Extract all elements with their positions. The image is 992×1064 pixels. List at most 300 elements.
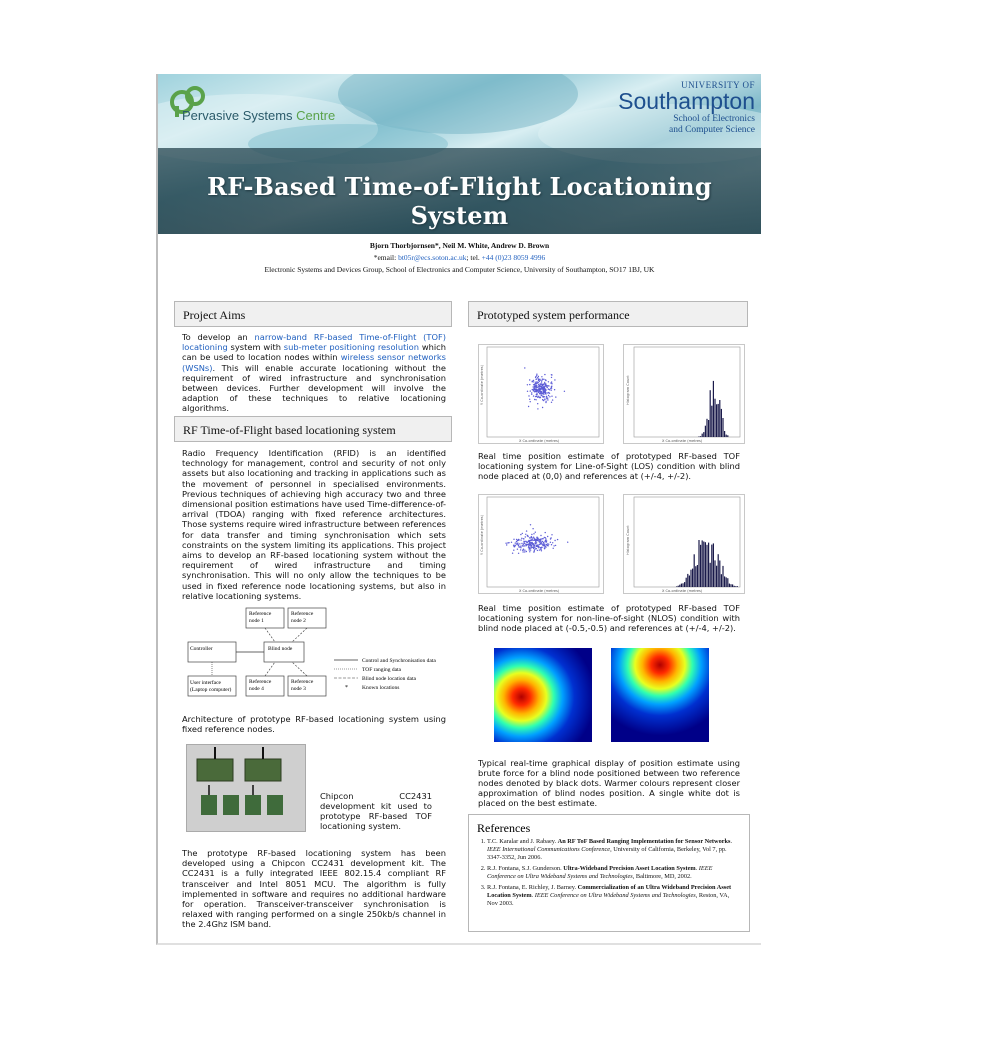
scatter-point — [524, 550, 525, 551]
scatter-point — [537, 408, 538, 409]
histogram-bar — [679, 585, 680, 587]
scatter-point — [534, 386, 535, 387]
scatter-point — [545, 541, 546, 542]
psc-name — [182, 108, 335, 123]
scatter-point — [539, 539, 540, 540]
scatter-point — [515, 542, 516, 543]
scatter-point — [522, 533, 523, 534]
scatter-point — [541, 547, 542, 548]
scatter-point — [532, 381, 533, 382]
histogram-bar — [737, 586, 738, 587]
scatter-point — [548, 392, 549, 393]
ref-node-1-sub: node 1 — [249, 618, 264, 624]
ui-label-2: (Laptop computer) — [190, 687, 232, 693]
scatter-point — [544, 386, 545, 387]
scatter-point — [538, 390, 539, 391]
scatter-point — [529, 384, 530, 385]
scatter-point — [524, 541, 525, 542]
scatter-point — [555, 545, 556, 546]
hist2-ylabel: Histogram Count — [626, 525, 630, 555]
histogram-bar — [700, 545, 701, 587]
scatter-point — [534, 549, 535, 550]
scatter-point — [536, 393, 537, 394]
scatter2-ylabel: Y Co-ordinate (metres) — [480, 515, 484, 555]
southampton-wordmark: Southampton — [618, 88, 755, 114]
scatter-point — [548, 389, 549, 390]
histogram-bar — [714, 560, 715, 587]
histogram-bar — [698, 436, 699, 437]
email-label: *email: — [373, 253, 397, 262]
scatter-point — [548, 381, 549, 382]
scatter-point — [529, 542, 530, 543]
histogram-bar — [702, 540, 703, 587]
scatter-point — [543, 392, 544, 393]
scatter-point — [531, 534, 532, 535]
scatter-point — [537, 538, 538, 539]
dev-kit-photo — [186, 744, 306, 832]
scatter-point — [541, 543, 542, 544]
scatter-point — [536, 375, 537, 376]
scatter-point — [522, 545, 523, 546]
scatter-point — [543, 384, 544, 385]
scatter-point — [534, 387, 535, 388]
scatter-point — [553, 548, 554, 549]
ref-node-3-label: Reference — [291, 679, 314, 685]
histogram-bar — [722, 418, 723, 437]
histogram-bar — [730, 584, 731, 587]
scatter-point — [551, 534, 552, 535]
scatter1-xlabel: X Co-ordinate (metres) — [519, 439, 560, 443]
scatter-point — [542, 545, 543, 546]
references-box — [468, 814, 750, 932]
aims-text-1: To develop an — [182, 332, 255, 342]
scatter-point — [543, 388, 544, 389]
histogram-bar — [703, 542, 704, 588]
histogram-bar — [697, 565, 698, 587]
architecture-diagram — [180, 606, 470, 706]
los-caption: Real time position estimate of prototyped RF-based TOF locationing system for Line-of-Sight (LOS) condition with blind node placed at (0,0) and references at (+/-4, +/-2). — [478, 451, 740, 481]
scatter-point — [530, 544, 531, 545]
scatter-point — [520, 534, 521, 535]
scatter1-ylabel: Y Co-ordinate (metres) — [480, 365, 484, 405]
scatter-point — [564, 391, 565, 392]
histogram-bar — [690, 570, 691, 587]
scatter-point — [535, 548, 536, 549]
scatter-point — [524, 543, 525, 544]
legend-known: Known locations — [362, 685, 400, 691]
dept-line-1: School of Electronics — [673, 114, 755, 124]
scatter-point — [551, 396, 552, 397]
aims-link-tof: narrow-band RF-based Time-of-Flight (TOF) locationing — [182, 332, 446, 353]
legend-blind: Blind node location data — [362, 676, 416, 682]
scatter-point — [543, 379, 544, 380]
reference-3: 3. R.J. Fontana, E. Richley, J. Barney. Commercialization of an Ultra Wideband Precision Asset Location System. IEEE Conference on Ultra Wideband Systems and Technologies, Reston, VA, Nov 2003. — [487, 884, 741, 908]
scatter-point — [530, 549, 531, 550]
scatter-point — [533, 389, 534, 390]
scatter-point — [518, 546, 519, 547]
scatter-point — [521, 538, 522, 539]
scatter-point — [533, 544, 534, 545]
scatter-point — [514, 546, 515, 547]
scatter-point — [532, 547, 533, 548]
architecture-caption: Architecture of prototype RF-based locationing system using fixed reference nodes. — [182, 714, 446, 734]
scatter-point — [542, 379, 543, 380]
contact-line — [158, 252, 761, 264]
scatter-point — [542, 399, 543, 400]
scatter-point — [530, 537, 531, 538]
scatter-point — [536, 544, 537, 545]
scatter-point — [551, 402, 552, 403]
scatter-point — [539, 549, 540, 550]
scatter-point — [554, 389, 555, 390]
scatter-point — [524, 551, 525, 552]
dev-kit-caption: Chipcon CC2431 development kit used to prototype RF-based TOF locationing system. — [320, 791, 432, 831]
histogram-bar — [705, 426, 706, 437]
heatmap-right — [611, 648, 709, 742]
scatter-point — [541, 538, 542, 539]
scatter-point — [535, 532, 536, 533]
scatter-point — [546, 396, 547, 397]
scatter-point — [541, 380, 542, 381]
scatter-point — [529, 540, 530, 541]
scatter-point — [507, 542, 508, 543]
scatter-point — [543, 542, 544, 543]
scatter-point — [520, 539, 521, 540]
scatter-point — [529, 549, 530, 550]
ui-label-1: User interface — [190, 680, 221, 686]
histogram-bar — [708, 543, 709, 587]
dept-line-2: and Computer Science — [668, 125, 755, 135]
scatter-point — [532, 389, 533, 390]
aims-text-3: which can be used to location nodes within — [182, 342, 446, 363]
scatter-point — [536, 374, 537, 375]
references-heading: References — [477, 821, 531, 835]
scatter-point — [536, 387, 537, 388]
scatter-point — [520, 545, 521, 546]
scatter-point — [534, 540, 535, 541]
histogram-bar — [729, 584, 730, 587]
reference-2: 2. R.J. Fontana, S.J. Gunderson. Ultra-Wideband Precision Asset Location System. IEEE Conference on Ultra Wideband Systems and Technologies, Baltimore, MD, 2002. — [487, 865, 741, 881]
scatter-point — [542, 541, 543, 542]
ref-node-2-label: Reference — [291, 611, 314, 617]
histogram-bar — [724, 576, 725, 587]
scatter-point — [538, 384, 539, 385]
legend-known-marker: * — [345, 685, 348, 691]
histogram-bar — [726, 435, 727, 437]
scatter-point — [518, 539, 519, 540]
tel-label: ; tel. — [466, 253, 480, 262]
histogram-bar — [678, 586, 679, 587]
scatter-point — [547, 536, 548, 537]
histogram-bar — [711, 406, 712, 437]
scatter-point — [541, 550, 542, 551]
histogram-bar — [716, 566, 717, 587]
scatter-point — [535, 383, 536, 384]
histogram-bar — [702, 434, 703, 437]
scatter-point — [539, 392, 540, 393]
scatter-point — [534, 399, 535, 400]
psc-name-main: Pervasive Systems — [182, 108, 293, 123]
scatter-point — [552, 542, 553, 543]
scatter-point — [548, 395, 549, 396]
university-of-label: UNIVERSITY OF — [681, 80, 755, 90]
histogram-bar — [684, 582, 685, 587]
scatter-point — [553, 545, 554, 546]
legend-tof: TOF ranging data — [362, 667, 402, 673]
histogram-bar — [706, 545, 707, 587]
scatter-point — [551, 374, 552, 375]
scatter-point — [555, 396, 556, 397]
histogram-bar — [719, 561, 720, 588]
scatter-point — [534, 550, 535, 551]
scatter-point — [531, 543, 532, 544]
scatter-point — [513, 545, 514, 546]
histogram-bar — [711, 545, 712, 587]
controller-box — [188, 642, 236, 662]
histogram-bar — [718, 404, 719, 437]
references-list — [469, 838, 749, 908]
scatter-point — [527, 391, 528, 392]
histogram-bar — [727, 578, 728, 587]
scatter-point — [528, 406, 529, 407]
scatter-point — [550, 538, 551, 539]
scatter-point — [549, 396, 550, 397]
scatter-point — [531, 392, 532, 393]
scatter-point — [551, 544, 552, 545]
scatter-point — [538, 378, 539, 379]
scatter-point — [529, 379, 530, 380]
scatter-point — [525, 536, 526, 537]
ref-node-1-label: Reference — [249, 611, 272, 617]
scatter-point — [528, 541, 529, 542]
scatter-point — [545, 402, 546, 403]
scatter-point — [543, 396, 544, 397]
scatter-point — [516, 544, 517, 545]
scatter-point — [537, 397, 538, 398]
histogram-bar — [719, 400, 720, 437]
scatter-point — [528, 395, 529, 396]
poster-title: RF-Based Time-of-Flight Locationing System — [207, 172, 712, 230]
scatter-point — [534, 547, 535, 548]
scatter-point — [506, 544, 507, 545]
scatter-point — [505, 543, 506, 544]
histogram-bar — [734, 586, 735, 587]
dev-kit-text: The prototype RF-based locationing system has been developed using a Chipcon CC2431 development kit. The CC2431 is a fully integrated IEEE 802.15.4 compliant RF transceiver and Intel 8051 MCU. The algorithm is fully implemented in software and requires no additional hardware for operation. Transceiver-transceiver synchronisation is relaxed with ranging performed on a single 250kb/s channel in the 2.4Ghz ISM band. — [182, 848, 446, 930]
author-names: Bjorn Thorbjornsen*, Neil M. White, Andrew D. Brown — [369, 241, 550, 250]
histogram-bar — [698, 540, 699, 587]
scatter-point — [533, 390, 534, 391]
histogram-bar — [713, 381, 714, 437]
nlos-caption: Real time position estimate of prototyped RF-based TOF locationing system for non-line-of-sight (NLOS) condition with blind node placed at (-0.5,-0.5) and references at (+/-4, +/-2). — [478, 603, 740, 633]
scatter-point — [535, 399, 536, 400]
scatter-point — [517, 543, 518, 544]
ref-node-4-sub: node 4 — [249, 686, 264, 692]
histogram-bar — [721, 574, 722, 587]
scatter-point — [545, 393, 546, 394]
aims-link-resolution: sub-meter positioning resolution — [283, 342, 420, 353]
ref-node-3-sub: node 3 — [291, 686, 306, 692]
scatter-point — [538, 544, 539, 545]
scatter-point — [540, 384, 541, 385]
scatter-point — [534, 545, 535, 546]
scatter-point — [540, 386, 541, 387]
performance-heading: Prototyped system performance — [468, 301, 748, 327]
histogram-bar — [708, 420, 709, 437]
histogram-bar — [726, 577, 727, 587]
histogram-bar — [724, 431, 725, 437]
scatter-point — [537, 403, 538, 404]
histogram-bar — [735, 586, 736, 587]
scatter-point — [538, 397, 539, 398]
scatter-point — [540, 543, 541, 544]
hist1-ylabel: Histogram Count — [626, 375, 630, 405]
scatter-point — [551, 390, 552, 391]
scatter-point — [516, 541, 517, 542]
scatter-point — [511, 542, 512, 543]
scatter-point — [543, 393, 544, 394]
scatter-point — [545, 384, 546, 385]
scatter-point — [536, 378, 537, 379]
heatmap-left — [494, 648, 592, 742]
scatter-point — [541, 376, 542, 377]
scatter-point — [527, 536, 528, 537]
histogram-bar — [681, 584, 682, 587]
scatter-point — [535, 376, 536, 377]
histogram-bar — [732, 584, 733, 587]
user-interface-box — [188, 676, 236, 696]
scatter-point — [517, 549, 518, 550]
scatter-point — [533, 381, 534, 382]
scatter-point — [542, 407, 543, 408]
scatter-point — [531, 540, 532, 541]
scatter-point — [545, 538, 546, 539]
scatter-point — [545, 532, 546, 533]
scatter-point — [544, 374, 545, 375]
reference-1: 1. T.C. Karalar and J. Rabaey. An RF ToF Based Ranging Implementation for Sensor Networks. IEEE International Communications Conference, University of California, Berkeley, Vol 7, pp. 3347-3352, Jun 2006. — [487, 838, 741, 862]
email-link[interactable]: bt05r@ecs.soton.ac.uk — [398, 253, 467, 262]
histogram-bar — [718, 554, 719, 587]
affiliation: Electronic Systems and Devices Group, School of Electronics and Computer Science, University of Southampton, SO17 1BJ, UK — [264, 265, 655, 274]
scatter-point — [546, 398, 547, 399]
scatter-point — [527, 384, 528, 385]
scatter-point — [551, 387, 552, 388]
hist1-xlabel: X Co-ordinate (metres) — [662, 439, 703, 443]
histogram-bar — [727, 435, 728, 437]
scatter-point — [540, 388, 541, 389]
scatter-point — [513, 539, 514, 540]
scatter-point — [530, 390, 531, 391]
histogram-bar — [686, 578, 687, 587]
histogram-bar — [682, 583, 683, 587]
nlos-scatter-plot — [478, 494, 604, 594]
scatter-point — [537, 377, 538, 378]
scatter-point — [545, 546, 546, 547]
tel-link[interactable]: +44 (0)23 8059 4996 — [481, 253, 546, 262]
histogram-bar — [713, 543, 714, 587]
aims-text-4: . This will enable accurate locationing without the requirement of wired infrastructure and synchronisation between devices. Further development will involve the adaption of these techniques to relative locationing algorithms. — [182, 362, 446, 414]
los-histogram — [623, 344, 745, 444]
histogram-bar — [722, 566, 723, 587]
scatter-point — [538, 546, 539, 547]
scatter-point — [546, 540, 547, 541]
scatter-point — [533, 395, 534, 396]
scatter-point — [529, 547, 530, 548]
aims-text-2: system with — [227, 342, 284, 353]
scatter-point — [524, 367, 525, 368]
poster — [156, 74, 761, 945]
psc-name-accent: Centre — [296, 108, 336, 123]
histogram-bar — [695, 566, 696, 587]
scatter-point — [519, 543, 520, 544]
scatter-point — [520, 549, 521, 550]
histogram-bar — [710, 390, 711, 437]
rf-section-heading: RF Time-of-Flight based locationing system — [174, 416, 452, 442]
scatter-point — [541, 394, 542, 395]
scatter-point — [545, 401, 546, 402]
scatter-point — [530, 401, 531, 402]
scatter-point — [536, 391, 537, 392]
university-logo — [618, 80, 755, 136]
scatter-point — [533, 386, 534, 387]
scatter-point — [538, 382, 539, 383]
legend-control: Control and Synchronisation data — [362, 658, 436, 664]
scatter-point — [529, 399, 530, 400]
scatter-point — [548, 544, 549, 545]
scatter-point — [545, 389, 546, 390]
nlos-histogram — [623, 494, 745, 594]
scatter-point — [539, 379, 540, 380]
scatter-point — [532, 539, 533, 540]
scatter-point — [535, 540, 536, 541]
scatter-point — [525, 545, 526, 546]
scatter-point — [532, 528, 533, 529]
author-block — [158, 240, 761, 276]
scatter-point — [533, 543, 534, 544]
rf-section-text: Radio Frequency Identification (RFID) is an identified technology for management, control and security of not only assets but also locationing and tracking in applications such as the movement of personnel in specialised environments. Previous techniques of achieving high accuracy two and three dimensional position estimations have used Time-difference-of-arrival (TDOA) ranging with fixed reference architectures. Those systems require wired infrastructure between references for data transfer and timing synchronisation which sets constraints on the system limiting its applications. This project aims to develop an RF-based locationing system without the requirement of wired infrastructure and timing synchronisation. This will no only allow the techniques to be used in fixed reference node locationing systems, but also in relative locationing systems. — [182, 448, 446, 601]
scatter-point — [522, 549, 523, 550]
header-banner — [158, 74, 761, 234]
blind-node-box — [264, 642, 304, 662]
controller-label: Controller — [190, 646, 213, 652]
scatter-point — [525, 541, 526, 542]
scatter-point — [533, 533, 534, 534]
scatter-point — [518, 545, 519, 546]
scatter-point — [525, 543, 526, 544]
scatter-point — [548, 385, 549, 386]
scatter-point — [552, 399, 553, 400]
scatter-point — [512, 553, 513, 554]
scatter-point — [540, 539, 541, 540]
scatter-point — [551, 383, 552, 384]
scatter-point — [544, 390, 545, 391]
scatter-point — [557, 539, 558, 540]
scatter-point — [526, 530, 527, 531]
histogram-bar — [705, 542, 706, 587]
scatter-point — [544, 543, 545, 544]
histogram-bar — [694, 554, 695, 587]
histogram-bar — [689, 576, 690, 588]
hist2-xlabel: X Co-ordinate (metres) — [662, 589, 703, 593]
ref-node-4-label: Reference — [249, 679, 272, 685]
scatter2-xlabel: X Co-ordinate (metres) — [519, 589, 560, 593]
scatter-point — [533, 540, 534, 541]
scatter-point — [530, 546, 531, 547]
scatter-point — [546, 386, 547, 387]
histogram-bar — [676, 586, 677, 587]
scatter-point — [531, 394, 532, 395]
histogram-bar — [700, 436, 701, 437]
ref-node-2-sub: node 2 — [291, 618, 306, 624]
